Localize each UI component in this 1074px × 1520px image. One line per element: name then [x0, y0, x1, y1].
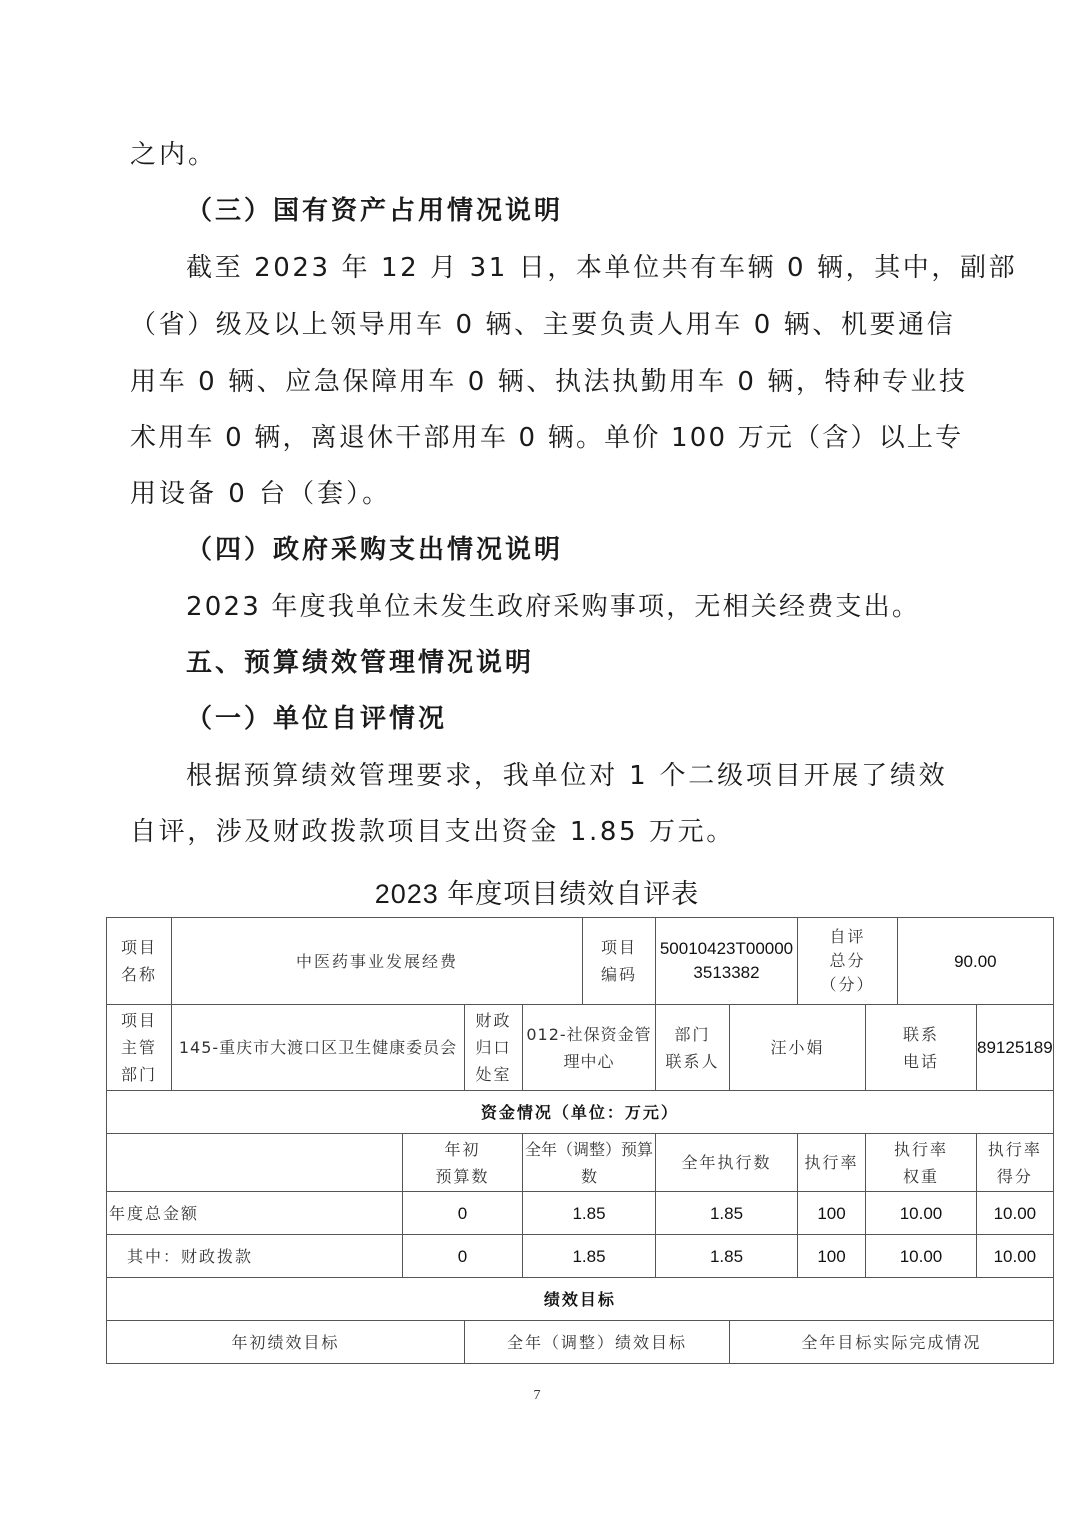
funds-weight: 10.00: [866, 1192, 977, 1235]
performance-self-evaluation-table: [106, 917, 1054, 1364]
paragraph-line: 用车 0 辆、应急保障用车 0 辆、执法执勤用车 0 辆，特种专业技: [130, 367, 968, 397]
finance-office-label: 财政 归口 处室: [465, 1005, 523, 1091]
phone-label: 联系 电话: [866, 1005, 977, 1091]
funds-weight: 10.00: [866, 1235, 977, 1278]
funds-initial: 0: [403, 1192, 523, 1235]
funds-adjusted: 1.85: [523, 1192, 656, 1235]
funds-initial: 0: [403, 1235, 523, 1278]
paragraph-line: 根据预算绩效管理要求，我单位对 1 个二级项目开展了绩效: [186, 761, 948, 791]
funds-score: 10.00: [977, 1192, 1054, 1235]
funds-row: [107, 1192, 1054, 1235]
goals-col-adjusted: 全年（调整）绩效目标: [465, 1321, 730, 1364]
funds-col-initial: 年初 预算数: [403, 1134, 523, 1192]
heading-section-5: 五、预算绩效管理情况说明: [186, 648, 535, 678]
project-name-label: 项目 名称: [107, 918, 172, 1005]
funds-col-blank: [107, 1134, 403, 1192]
contact-label: 部门 联系人: [656, 1005, 730, 1091]
funds-score: 10.00: [977, 1235, 1054, 1278]
project-name: 中医药事业发展经费: [172, 918, 583, 1005]
heading-state-assets: （三）国有资产占用情况说明: [186, 196, 564, 226]
paragraph-line: 2023 年度我单位未发生政府采购事项，无相关经费支出。: [186, 592, 921, 622]
paragraph-line: 用设备 0 台（套）。: [130, 479, 392, 509]
paragraph-line: 术用车 0 辆，离退休干部用车 0 辆。单价 100 万元（含）以上专: [130, 423, 964, 453]
contact-person: 汪小娟: [730, 1005, 866, 1091]
project-code-label: 项目 编码: [583, 918, 656, 1005]
paragraph-line: 截至 2023 年 12 月 31 日，本单位共有车辆 0 辆，其中，副部: [186, 253, 1018, 283]
heading-self-evaluation: （一）单位自评情况: [186, 704, 448, 734]
funds-row-label: 其中：财政拨款: [107, 1235, 403, 1278]
goals-col-actual: 全年目标实际完成情况: [730, 1321, 1054, 1364]
funds-col-weight: 执行率 权重: [866, 1134, 977, 1192]
score-label: 自评 总分 （分）: [798, 918, 898, 1005]
dept-label: 项目 主管 部门: [107, 1005, 172, 1091]
funds-col-executed: 全年执行数: [656, 1134, 798, 1192]
table-title: 2023 年度项目绩效自评表: [374, 879, 700, 909]
project-code: 50010423T000003513382: [656, 918, 798, 1005]
funds-adjusted: 1.85: [523, 1235, 656, 1278]
funds-rate: 100: [798, 1192, 866, 1235]
page-number: 7: [533, 1388, 541, 1403]
funds-rate: 100: [798, 1235, 866, 1278]
dept: 145-重庆市大渡口区卫生健康委员会: [172, 1005, 465, 1091]
funds-col-adjusted: 全年（调整）预算数: [523, 1134, 656, 1192]
paragraph-continuation: 之内。: [130, 140, 218, 170]
funds-executed: 1.85: [656, 1192, 798, 1235]
finance-office: 012-社保资金管理中心: [523, 1005, 656, 1091]
self-score: 90.00: [898, 918, 1054, 1005]
paragraph-line: 自评，涉及财政拨款项目支出资金 1.85 万元。: [130, 817, 735, 847]
goals-header: 绩效目标: [107, 1278, 1054, 1321]
funds-header: 资金情况（单位：万元）: [107, 1091, 1054, 1134]
funds-row-label: 年度总金额: [107, 1192, 403, 1235]
heading-procurement: （四）政府采购支出情况说明: [186, 535, 564, 565]
funds-executed: 1.85: [656, 1235, 798, 1278]
funds-row: [107, 1235, 1054, 1278]
goals-col-initial: 年初绩效目标: [107, 1321, 465, 1364]
funds-col-rate: 执行率: [798, 1134, 866, 1192]
funds-col-score: 执行率 得分: [977, 1134, 1054, 1192]
paragraph-line: （省）级及以上领导用车 0 辆、主要负责人用车 0 辆、机要通信: [130, 310, 956, 340]
phone: 89125189: [977, 1005, 1054, 1091]
